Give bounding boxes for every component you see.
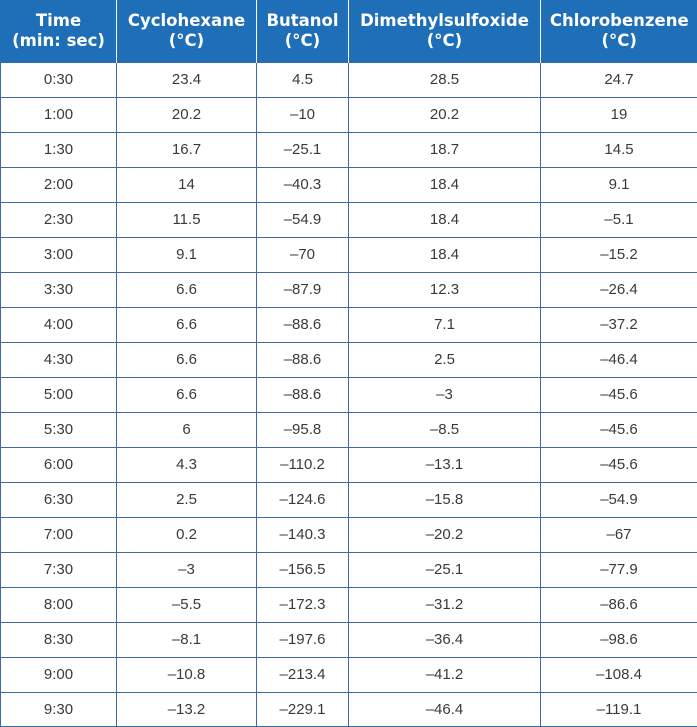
cell-cyclohexane: 6.6 bbox=[117, 342, 257, 377]
header-time-unit: (min: sec) bbox=[1, 31, 116, 51]
cell-cyclohexane: 9.1 bbox=[117, 237, 257, 272]
cell-dimethylsulfoxide: 7.1 bbox=[349, 307, 541, 342]
header-chlorobenzene-unit: (°C) bbox=[541, 31, 697, 51]
cell-cyclohexane: 11.5 bbox=[117, 202, 257, 237]
table-body bbox=[1, 62, 697, 726]
cell-chlorobenzene: –86.6 bbox=[541, 587, 697, 622]
cell-dimethylsulfoxide: 18.7 bbox=[349, 132, 541, 167]
cell-butanol: –229.1 bbox=[257, 692, 349, 726]
table-row bbox=[1, 62, 697, 97]
cell-butanol: –40.3 bbox=[257, 167, 349, 202]
cell-butanol: –54.9 bbox=[257, 202, 349, 237]
cell-time: 2:30 bbox=[1, 202, 117, 237]
cell-butanol: –213.4 bbox=[257, 657, 349, 692]
cell-dimethylsulfoxide: –3 bbox=[349, 377, 541, 412]
cell-dimethylsulfoxide: –36.4 bbox=[349, 622, 541, 657]
table-row bbox=[1, 272, 697, 307]
cell-dimethylsulfoxide: 18.4 bbox=[349, 202, 541, 237]
cell-butanol: –124.6 bbox=[257, 482, 349, 517]
cell-chlorobenzene: 24.7 bbox=[541, 62, 697, 97]
header-dimethylsulfoxide-unit: (°C) bbox=[349, 31, 540, 51]
cell-time: 9:30 bbox=[1, 692, 117, 726]
cell-butanol: –10 bbox=[257, 97, 349, 132]
cell-butanol: –172.3 bbox=[257, 587, 349, 622]
cell-chlorobenzene: –37.2 bbox=[541, 307, 697, 342]
table-row bbox=[1, 657, 697, 692]
cell-dimethylsulfoxide: –13.1 bbox=[349, 447, 541, 482]
cell-cyclohexane: –10.8 bbox=[117, 657, 257, 692]
cell-dimethylsulfoxide: –15.8 bbox=[349, 482, 541, 517]
table-row bbox=[1, 482, 697, 517]
cell-dimethylsulfoxide: –25.1 bbox=[349, 552, 541, 587]
header-time bbox=[1, 0, 117, 62]
header-time-title: Time bbox=[1, 11, 116, 31]
cell-butanol: –88.6 bbox=[257, 307, 349, 342]
table-row bbox=[1, 587, 697, 622]
table-row bbox=[1, 132, 697, 167]
cell-butanol: –110.2 bbox=[257, 447, 349, 482]
header-cyclohexane bbox=[117, 0, 257, 62]
cell-time: 7:00 bbox=[1, 517, 117, 552]
cell-cyclohexane: 23.4 bbox=[117, 62, 257, 97]
cell-dimethylsulfoxide: 20.2 bbox=[349, 97, 541, 132]
cell-dimethylsulfoxide: –31.2 bbox=[349, 587, 541, 622]
cell-chlorobenzene: –5.1 bbox=[541, 202, 697, 237]
cell-cyclohexane: –13.2 bbox=[117, 692, 257, 726]
cell-time: 6:30 bbox=[1, 482, 117, 517]
cell-cyclohexane: 14 bbox=[117, 167, 257, 202]
cell-time: 9:00 bbox=[1, 657, 117, 692]
cell-chlorobenzene: 19 bbox=[541, 97, 697, 132]
cell-time: 7:30 bbox=[1, 552, 117, 587]
cell-chlorobenzene: –45.6 bbox=[541, 447, 697, 482]
cell-cyclohexane: 16.7 bbox=[117, 132, 257, 167]
cell-dimethylsulfoxide: 2.5 bbox=[349, 342, 541, 377]
cell-time: 8:30 bbox=[1, 622, 117, 657]
cell-chlorobenzene: 14.5 bbox=[541, 132, 697, 167]
header-chlorobenzene bbox=[541, 0, 697, 62]
table-row bbox=[1, 412, 697, 447]
cell-butanol: –140.3 bbox=[257, 517, 349, 552]
cell-butanol: –87.9 bbox=[257, 272, 349, 307]
cell-butanol: –156.5 bbox=[257, 552, 349, 587]
table-row bbox=[1, 167, 697, 202]
cell-time: 8:00 bbox=[1, 587, 117, 622]
cell-time: 4:30 bbox=[1, 342, 117, 377]
header-row bbox=[1, 0, 697, 62]
cell-butanol: –70 bbox=[257, 237, 349, 272]
table-row bbox=[1, 202, 697, 237]
header-butanol-title: Butanol bbox=[257, 11, 348, 31]
header-butanol-unit: (°C) bbox=[257, 31, 348, 51]
cell-time: 0:30 bbox=[1, 62, 117, 97]
cell-time: 3:30 bbox=[1, 272, 117, 307]
header-cyclohexane-unit: (°C) bbox=[117, 31, 256, 51]
cell-cyclohexane: –5.5 bbox=[117, 587, 257, 622]
cell-dimethylsulfoxide: –8.5 bbox=[349, 412, 541, 447]
cell-time: 1:00 bbox=[1, 97, 117, 132]
cell-cyclohexane: 2.5 bbox=[117, 482, 257, 517]
cell-butanol: –88.6 bbox=[257, 342, 349, 377]
table-row bbox=[1, 552, 697, 587]
cell-dimethylsulfoxide: 12.3 bbox=[349, 272, 541, 307]
cell-dimethylsulfoxide: 18.4 bbox=[349, 167, 541, 202]
cell-dimethylsulfoxide: –41.2 bbox=[349, 657, 541, 692]
cell-time: 5:00 bbox=[1, 377, 117, 412]
cell-dimethylsulfoxide: 28.5 bbox=[349, 62, 541, 97]
table-row bbox=[1, 377, 697, 412]
header-dimethylsulfoxide-title: Dimethylsulfoxide bbox=[349, 11, 540, 31]
cell-cyclohexane: 6.6 bbox=[117, 272, 257, 307]
table-row bbox=[1, 447, 697, 482]
cell-cyclohexane: 4.3 bbox=[117, 447, 257, 482]
cell-cyclohexane: –8.1 bbox=[117, 622, 257, 657]
cell-butanol: –25.1 bbox=[257, 132, 349, 167]
cell-chlorobenzene: –46.4 bbox=[541, 342, 697, 377]
cell-chlorobenzene: –26.4 bbox=[541, 272, 697, 307]
header-cyclohexane-title: Cyclohexane bbox=[117, 11, 256, 31]
cell-dimethylsulfoxide: 18.4 bbox=[349, 237, 541, 272]
cell-dimethylsulfoxide: –20.2 bbox=[349, 517, 541, 552]
table-row bbox=[1, 622, 697, 657]
table-row bbox=[1, 517, 697, 552]
header-dimethylsulfoxide bbox=[349, 0, 541, 62]
cell-cyclohexane: –3 bbox=[117, 552, 257, 587]
cell-time: 1:30 bbox=[1, 132, 117, 167]
cell-cyclohexane: 20.2 bbox=[117, 97, 257, 132]
cell-cyclohexane: 0.2 bbox=[117, 517, 257, 552]
cell-butanol: –197.6 bbox=[257, 622, 349, 657]
cell-chlorobenzene: –45.6 bbox=[541, 377, 697, 412]
table-row bbox=[1, 342, 697, 377]
table-header bbox=[1, 0, 697, 62]
cell-chlorobenzene: –98.6 bbox=[541, 622, 697, 657]
cell-chlorobenzene: –108.4 bbox=[541, 657, 697, 692]
cell-chlorobenzene: –54.9 bbox=[541, 482, 697, 517]
cell-chlorobenzene: –15.2 bbox=[541, 237, 697, 272]
cell-chlorobenzene: –77.9 bbox=[541, 552, 697, 587]
cell-time: 6:00 bbox=[1, 447, 117, 482]
cell-cyclohexane: 6.6 bbox=[117, 377, 257, 412]
cell-butanol: 4.5 bbox=[257, 62, 349, 97]
cell-dimethylsulfoxide: –46.4 bbox=[349, 692, 541, 726]
cell-butanol: –88.6 bbox=[257, 377, 349, 412]
cell-chlorobenzene: –119.1 bbox=[541, 692, 697, 726]
cell-chlorobenzene: –45.6 bbox=[541, 412, 697, 447]
header-butanol bbox=[257, 0, 349, 62]
cell-time: 5:30 bbox=[1, 412, 117, 447]
cell-butanol: –95.8 bbox=[257, 412, 349, 447]
table-row bbox=[1, 692, 697, 726]
cell-cyclohexane: 6.6 bbox=[117, 307, 257, 342]
table-row bbox=[1, 237, 697, 272]
table-row bbox=[1, 307, 697, 342]
cell-time: 3:00 bbox=[1, 237, 117, 272]
table-row bbox=[1, 97, 697, 132]
cell-cyclohexane: 6 bbox=[117, 412, 257, 447]
cell-chlorobenzene: 9.1 bbox=[541, 167, 697, 202]
cell-time: 4:00 bbox=[1, 307, 117, 342]
cell-time: 2:00 bbox=[1, 167, 117, 202]
cell-chlorobenzene: –67 bbox=[541, 517, 697, 552]
header-chlorobenzene-title: Chlorobenzene bbox=[541, 11, 697, 31]
